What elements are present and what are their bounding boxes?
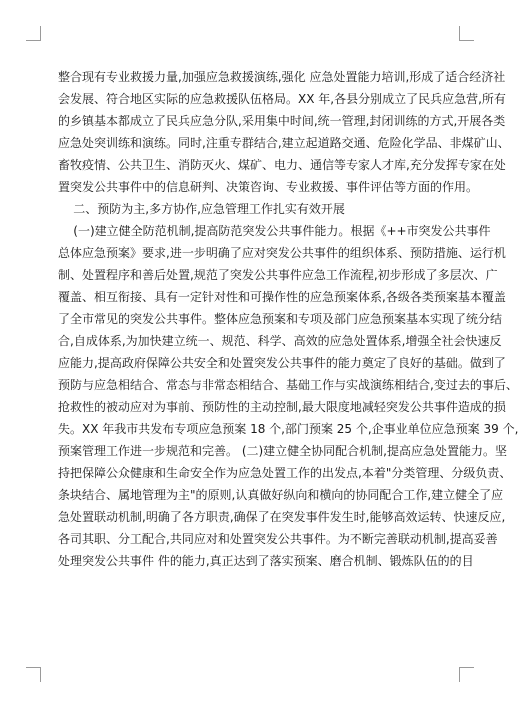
document-body [58, 66, 518, 572]
text-line: 会发展、符合地区实际的应急救援队伍格局。XX 年,各县分别成立了民兵应急营,所有 [58, 92, 506, 106]
section-heading: 二、预防为主,多方协作,应急管理工作扎实有效开展 [58, 202, 345, 216]
text-line: 应急处突训练和演练。同时,注重专群结合,建立起道路交通、危险化学品、非煤矿山、 [58, 136, 510, 150]
text-line: 了全市常见的突发公共事件。整体应急预案和专项及部门应急预案基本实现了统分结 [58, 312, 503, 326]
text-line: 的乡镇基本都成立了民兵应急分队,采用集中时间,统一管理,封闭训练的方式,开展各类 [58, 114, 506, 128]
text-line: 持把保障公众健康和生命安全作为应急处置工作的出发点,本着"分类管理、分级负责、 [58, 466, 512, 480]
text-line: 失。XX 年我市共发布专项应急预案 18 个,部门预案 25 个,企事业单位应急预案 39 个, [58, 422, 518, 436]
text-line: 制、处置程序和善后处置,规范了突发公共事件应急工作流程,初步形成了多层次、广 [58, 268, 498, 282]
crop-mark-top-left [26, 26, 41, 41]
crop-mark-bottom-right [459, 667, 474, 682]
text-line: 置突发公共事件中的信息研判、决策咨询、专业救援、事件评估等方面的作用。 [58, 180, 479, 194]
text-line: 总体应急预案》要求,进一步明确了应对突发公共事件的组织体系、预防措施、运行机 [58, 246, 506, 260]
text-line: 应能力,提高政府保障公共安全和处置突发公共事件的能力奠定了良好的基础。做到了 [58, 356, 506, 370]
crop-mark-top-right [459, 26, 474, 41]
text-line: 预案管理工作进一步规范和完善。 (二)建立健全协同配合机制,提高应急处置能力。坚 [58, 444, 507, 458]
text-line: 处理突发公共事件 件的能力,真正达到了落实预案、磨合机制、锻炼队伍的的目 [58, 554, 474, 568]
text-line: 抢救性的被动应对为事前、预防性的主动控制,最大限度地减轻突发公共事件造成的损 [58, 400, 506, 414]
text-line: 预防与应急相结合、常态与非常态相结合、基础工作与实战演练相结合,变过去的事后、 [58, 378, 518, 392]
text-line: 畜牧疫情、公共卫生、消防灭火、煤矿、电力、通信等专家人才库,充分发挥专家在处 [58, 158, 506, 172]
text-line: (一)建立健全防范机制,提高防范突发公共事件能力。根据《++市突发公共事件 [58, 224, 491, 238]
text-line: 条块结合、属地管理为主"的原则,认真做好纵向和横向的协同配合工作,建立健全了应 [58, 488, 504, 502]
text-line: 合,自成体系,为加快建立统一、规范、科学、高效的应急处置体系,增强全社会快速反 [58, 334, 502, 348]
text-line: 急处置联动机制,明确了各方职责,确保了在突发事件发生时,能够高效运转、快速反应, [58, 510, 506, 524]
text-line: 整合现有专业救援力量,加强应急救援演练,强化 应急处置能力培训,形成了适合经济社 [58, 70, 506, 84]
text-line: 各司其职、分工配合,共同应对和处置突发公共事件。为不断完善联动机制,提高妥善 [58, 532, 498, 546]
text-line: 覆盖、相互衔接、具有一定针对性和可操作性的应急预案体系,各级各类预案基本覆盖 [58, 290, 506, 304]
crop-mark-bottom-left [26, 667, 41, 682]
